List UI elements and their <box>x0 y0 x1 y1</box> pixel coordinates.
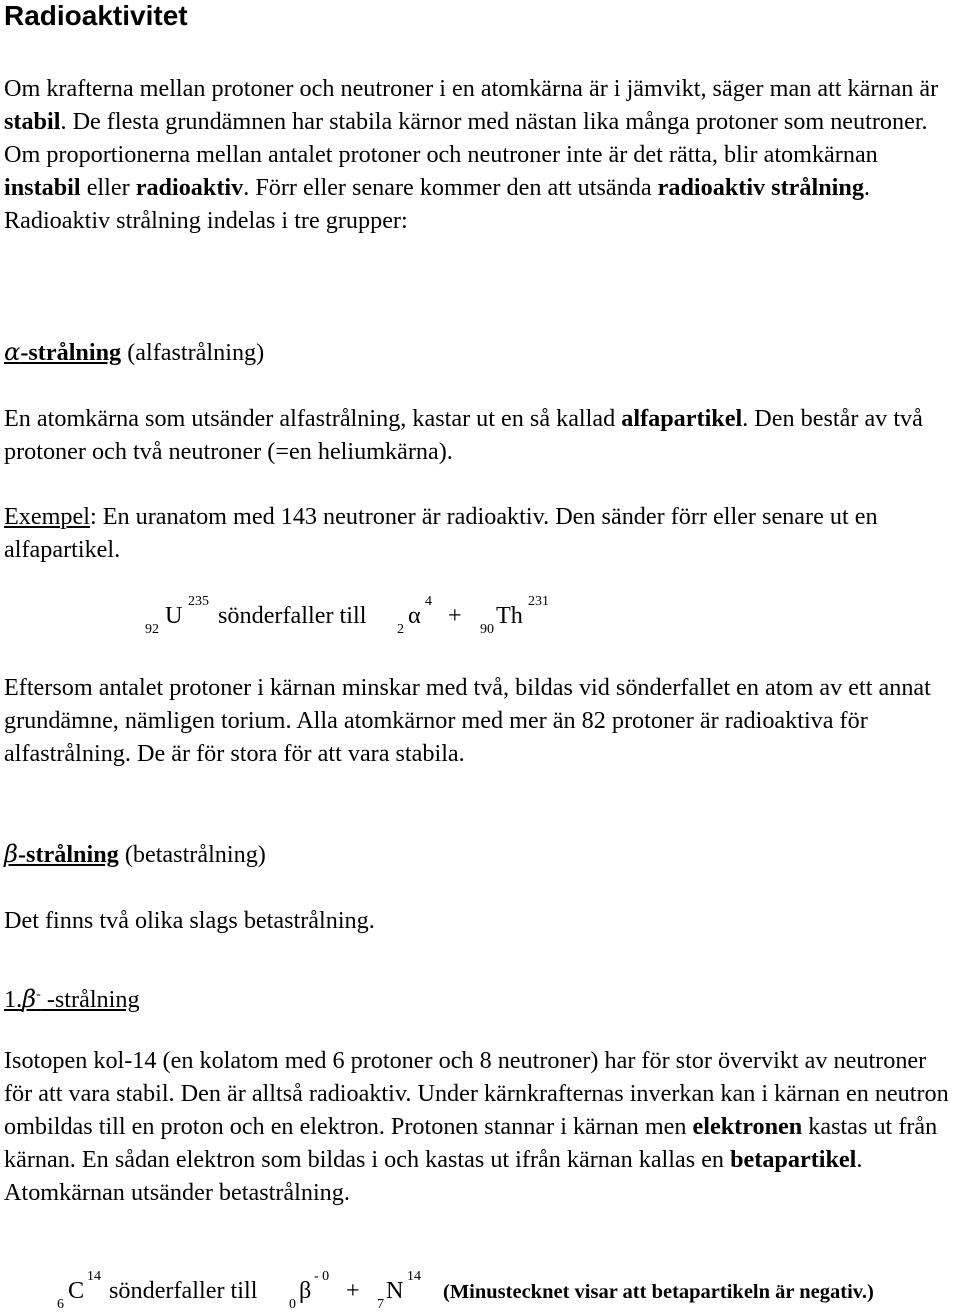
term-radioaktiv-stralning: radioaktiv strålning <box>657 174 864 201</box>
nitrogen-symbol: N <box>386 1277 404 1304</box>
alpha-paragraph-1 <box>4 402 956 468</box>
beta-particle-lower-index: 0 <box>289 1297 296 1312</box>
term-elektronen: elektronen <box>692 1113 803 1140</box>
alpha-heading <box>4 336 264 369</box>
carbon-symbol: C <box>68 1277 85 1304</box>
term-betapartikel: betapartikel <box>730 1146 857 1173</box>
beta-paragraph-1: Det finns två olika slags betastrålning. <box>4 907 375 934</box>
alpha-symbol: α <box>4 338 21 366</box>
uranium-atomic-number: 92 <box>145 622 159 637</box>
alpha-decay-equation <box>0 590 960 640</box>
term-radioaktiv: radioaktiv <box>135 174 244 201</box>
alpha-equation-plus: + <box>448 602 462 629</box>
thorium-atomic-number: 90 <box>480 622 494 637</box>
beta-minus-subheading <box>4 978 140 1016</box>
beta-minus-superscript: - <box>36 987 41 1002</box>
alpha-equation-verb: sönderfaller till <box>218 602 367 629</box>
subheading-number: 1. <box>4 986 23 1014</box>
carbon-atomic-number: 6 <box>57 1297 64 1312</box>
alpha-p1-text-2: . Den består av två protoner och två neutroner (=en heliumkärna). <box>4 405 923 465</box>
nitrogen-mass-number: 14 <box>407 1269 421 1284</box>
beta-symbol: β <box>4 840 18 868</box>
alpha-particle-atomic-number: 2 <box>397 622 404 637</box>
nitrogen-atomic-number: 7 <box>377 1297 384 1312</box>
intro-text-4: . Förr eller senare kommer den att utsända <box>243 174 658 201</box>
example-label: Exempel <box>4 503 90 530</box>
beta-heading <box>4 838 266 871</box>
beta-p2-text-2: kastas ut från kärnan. En sådan elektron som bildas i och kastas ut ifrån kärnan kallas en <box>4 1113 938 1173</box>
alpha-particle-mass-number: 4 <box>425 594 432 609</box>
alpha-paragraph-2: Eftersom antalet protoner i kärnan minskar med två, bildas vid sönderfallet en atom av ett annat grundämne, nämligen torium. Alla atomkärnor med mer än 82 protoner är radioaktiva för alfastrålning. De är för stora för att vara stabila. <box>4 674 931 767</box>
intro-paragraph <box>4 72 956 237</box>
equation-note: (Minustecknet visar att betapartikeln är negativ.) <box>443 1281 874 1303</box>
intro-text-2: . De flesta grundämnen har stabila kärnor med nästan lika många protoner som neutroner. Om proportionerna mellan antalet protoner och neutroner inte är det rätta, blir atomkärnan <box>4 108 928 168</box>
thorium-symbol: Th <box>496 602 523 629</box>
beta-particle-symbol: β <box>299 1277 312 1304</box>
uranium-symbol: U <box>165 602 183 629</box>
beta-equation-verb: sönderfaller till <box>109 1277 258 1304</box>
beta-heading-bold: -strålning <box>17 841 119 868</box>
beta-p2-text-1: Isotopen kol-14 (en kolatom med 6 protoner och 8 neutroner) har för stor övervikt av neutroner för att vara stabil. Den är alltså radioaktiv. Under kärnkrafternas inverkan kan i kärnan en neutron ombildas till en proton och en elektron. Protonen stannar i kärnan men <box>4 1047 949 1140</box>
alpha-heading-rest: (alfastrålning) <box>121 339 265 366</box>
term-alfapartikel: alfapartikel <box>621 405 743 432</box>
beta-heading-rest: (betastrålning) <box>118 841 266 868</box>
term-stabil: stabil <box>4 108 61 135</box>
beta-equation-plus: + <box>346 1277 360 1304</box>
alpha-particle-symbol: α <box>408 602 421 629</box>
beta-p2-text-3: . Atomkärnan utsänder betastrålning. <box>4 1146 863 1206</box>
intro-text-3: eller <box>80 174 136 201</box>
beta-minus-symbol: β <box>22 985 37 1014</box>
alpha-heading-bold: -strålning <box>20 339 122 366</box>
intro-text-5: . Radioaktiv strålning indelas i tre grupper: <box>4 174 870 234</box>
beta-paragraph-2 <box>4 1044 956 1209</box>
thorium-mass-number: 231 <box>528 594 549 609</box>
uranium-mass-number: 235 <box>188 594 209 609</box>
alpha-p1-text-1: En atomkärna som utsänder alfastrålning, kastar ut en så kallad <box>4 405 622 432</box>
term-instabil: instabil <box>4 174 81 201</box>
page-title: Radioaktivitet <box>4 0 188 31</box>
intro-text-1: Om krafterna mellan protoner och neutroner i en atomkärna är i jämvikt, säger man att kärnan är <box>4 75 939 102</box>
carbon-mass-number: 14 <box>87 1269 101 1284</box>
example-text: : En uranatom med 143 neutroner är radioaktiv. Den sänder förr eller senare ut en alfapartikel. <box>4 503 878 563</box>
alpha-example <box>4 500 956 566</box>
beta-particle-upper-index: - 0 <box>314 1269 330 1284</box>
subheading-text: -strålning <box>40 986 140 1014</box>
beta-decay-equation <box>0 1265 960 1315</box>
